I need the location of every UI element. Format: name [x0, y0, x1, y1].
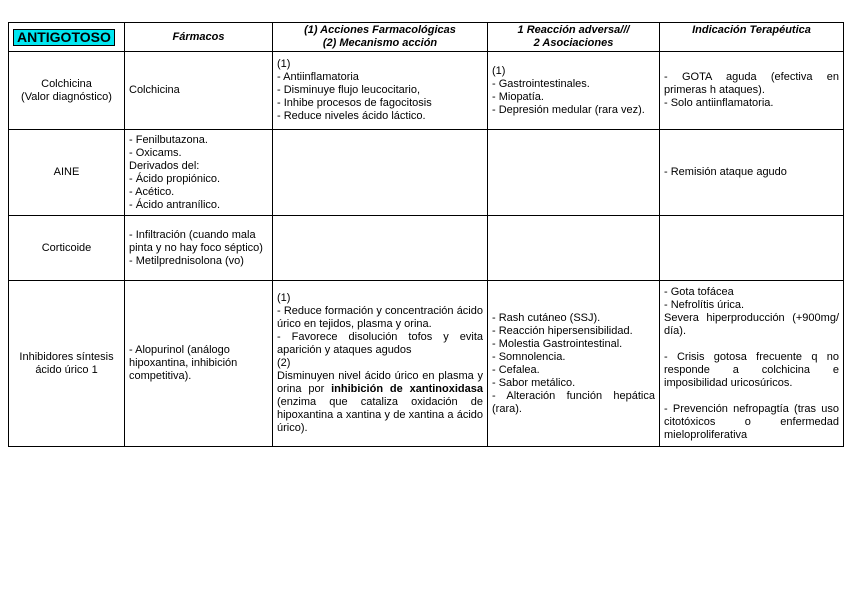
mechanism-bold: inhibición de xantinoxidasa [331, 383, 483, 395]
farmaco-item: - Ácido propiónico. [129, 172, 221, 185]
indicacion-item: - Prevención nefropagtía (tras uso citotóxicos o enfermedad mieloproliferativa [664, 402, 839, 441]
farmaco-item: - Acético. [129, 185, 175, 198]
group-name: Colchicina [41, 77, 92, 90]
section-title: ANTIGOTOSO [13, 29, 115, 46]
table-row-colchicina [9, 52, 844, 130]
reaccion-cell [488, 52, 660, 130]
farmaco-item: - Infiltración (cuando mala pinta y no hay foco séptico) [129, 228, 263, 254]
header-acciones [273, 23, 488, 52]
mechanism-text [277, 370, 483, 435]
reaccion-item: - Miopatía. [492, 90, 544, 103]
indicacion-item: - Solo antiinflamatoria. [664, 97, 774, 109]
acciones-cell [273, 130, 488, 216]
table-row-corticoide [9, 216, 844, 281]
group-name: Inhibidores síntesis [19, 350, 114, 363]
reaccion-item: - Molestia Gastrointestinal. [492, 337, 623, 350]
mechanism-post: (enzima que cataliza oxidación de hipoxantina a xantina y de xantina a ácido úrico). [277, 396, 483, 434]
accion-item: - Inhibe procesos de fagocitosis [277, 97, 432, 109]
header-acciones-line1: (1) Acciones Farmacológicas [304, 24, 456, 36]
group-note: (Valor diagnóstico) [21, 90, 112, 103]
indicacion-cell [660, 130, 844, 216]
reaccion-item: - Rash cutáneo (SSJ). [492, 311, 601, 324]
reaccion-item: (1) [492, 64, 506, 77]
reaccion-item: - Depresión medular (rara vez). [492, 103, 645, 116]
table-row-aine [9, 130, 844, 216]
farmaco-item: Derivados del: [129, 159, 200, 172]
group-name: AINE [53, 166, 80, 178]
header-reaccion [488, 23, 660, 52]
reaccion-item: - Sabor metálico. [492, 376, 576, 389]
accion-item: - Reduce niveles ácido láctico. [277, 110, 426, 122]
acciones-cell [273, 281, 488, 447]
antigotoso-table [8, 22, 844, 447]
indicacion-item: - Gota tofácea [664, 285, 734, 298]
farmacos-cell [125, 52, 273, 130]
farmaco-item: - Ácido antranílico. [129, 198, 221, 211]
header-indicacion: Indicación Terapéutica [660, 23, 844, 52]
table-row-inhibidores [9, 281, 844, 447]
mechanism-pre: Disminuyen nivel ácido úrico en plasma y orina por [277, 370, 483, 395]
reaccion-item: - Reacción hipersensibilidad. [492, 324, 633, 337]
accion-item: - Antiinflamatoria [277, 71, 359, 83]
reaccion-item: - Gastrointestinales. [492, 77, 590, 90]
reaccion-item: - Alteración función hepática (rara). [492, 389, 655, 415]
farmacos-cell [125, 216, 273, 281]
farmacos-cell [125, 130, 273, 216]
group-cell [9, 281, 125, 447]
reaccion-cell [488, 281, 660, 447]
accion-item: (1) [277, 58, 291, 70]
farmaco-item: - Metilprednisolona (vo) [129, 254, 244, 267]
accion-item: (2) [277, 357, 291, 369]
indicacion-cell [660, 281, 844, 447]
accion-item: - Reduce formación y concentración ácido úrico en tejidos, plasma y orina. [277, 305, 483, 330]
indicacion-cell [660, 216, 844, 281]
indicacion-cell [660, 52, 844, 130]
farmaco-item: - Fenilbutazona. [129, 133, 208, 146]
spacer [664, 338, 839, 351]
group-note: ácido úrico 1 [35, 363, 98, 376]
group-name: Corticoide [41, 241, 92, 254]
farmaco-item: - Alopurinol (análogo hipoxantina, inhibición competitiva). [129, 344, 238, 382]
group-cell [9, 216, 125, 281]
header-title-cell [9, 23, 125, 52]
header-farmacos: Fármacos [125, 23, 273, 52]
accion-item: - Favorece disolución tofos y evita aparición y ataques agudos [277, 331, 483, 356]
reaccion-cell [488, 130, 660, 216]
header-row [9, 23, 844, 52]
spacer [664, 390, 839, 403]
acciones-cell [273, 216, 488, 281]
indicacion-item: - GOTA aguda (efectiva en primeras h ataques). [664, 71, 839, 96]
reaccion-item: - Somnolencia. [492, 350, 566, 363]
header-acciones-line2: (2) Mecanismo acción [322, 37, 438, 49]
reaccion-cell [488, 216, 660, 281]
group-cell [9, 52, 125, 130]
indicacion-item: - Nefrolítis úrica. [664, 298, 745, 311]
accion-item: (1) [277, 292, 291, 304]
acciones-cell [273, 52, 488, 130]
farmaco-item: - Oxicams. [129, 146, 182, 159]
indicacion-item: - Crisis gotosa frecuente q no responde a colchicina e imposibilidad uricosúricos. [664, 350, 839, 389]
farmacos-cell [125, 281, 273, 447]
indicacion-item: - Remisión ataque agudo [664, 166, 787, 178]
reaccion-item: - Cefalea. [492, 363, 540, 376]
indicacion-item: Severa hiperproducción (+900mg/ día). [664, 311, 839, 337]
farmaco-item: Colchicina [129, 84, 180, 96]
header-reaccion-line1: 1 Reacción adversa/// [517, 24, 630, 36]
header-reaccion-line2: 2 Asociaciones [533, 37, 614, 49]
accion-item: - Disminuye flujo leucocitario, [277, 84, 421, 96]
group-cell [9, 130, 125, 216]
